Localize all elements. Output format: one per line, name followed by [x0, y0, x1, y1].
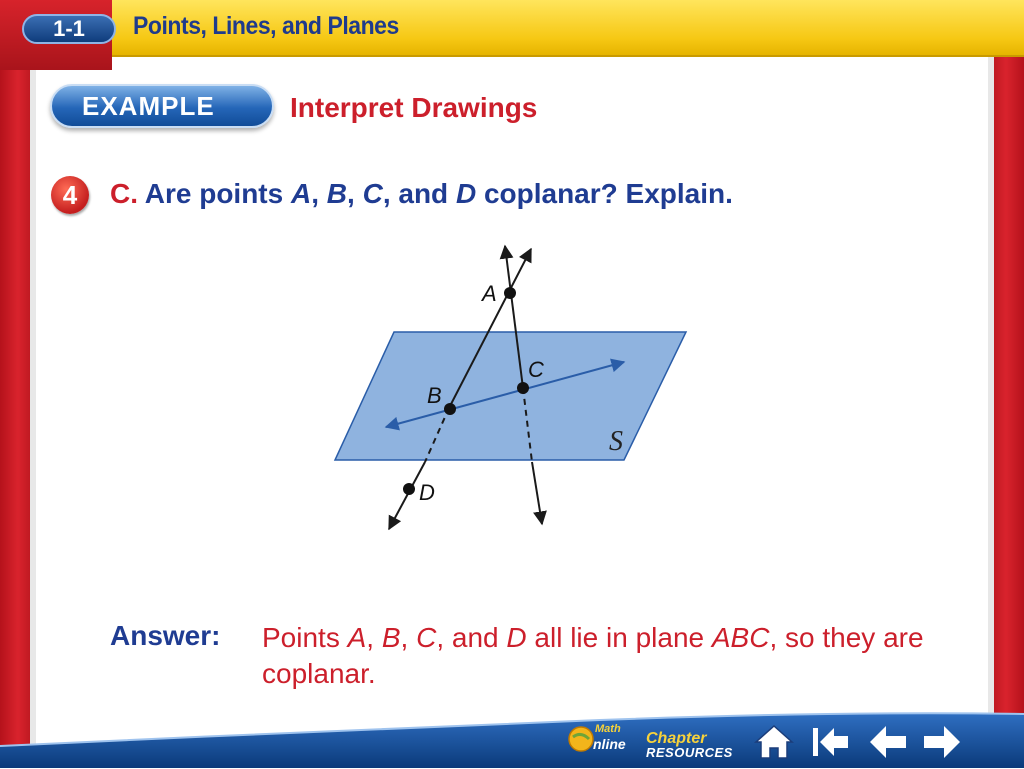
answer-sep-3: , and — [436, 622, 507, 653]
home-button[interactable] — [752, 720, 796, 764]
chapter-resources-top: Chapter — [646, 730, 707, 747]
example-title: Interpret Drawings — [290, 92, 538, 123]
math-online-icon — [565, 717, 635, 757]
frame-left-inner — [30, 55, 36, 745]
answer-point-a: A — [347, 622, 367, 653]
previous-slide-button[interactable] — [866, 720, 910, 764]
point-b-label: B — [427, 383, 442, 408]
frame-right — [994, 0, 1024, 768]
frame-right-inner — [988, 55, 994, 745]
first-slide-button[interactable] — [808, 720, 852, 764]
answer-label: Answer: — [110, 620, 221, 651]
answer-text-1: Points — [262, 622, 348, 653]
question-point-d: D — [455, 178, 477, 209]
point-a — [504, 287, 516, 299]
example-badge: EXAMPLE — [50, 84, 274, 128]
plane-diagram — [320, 238, 700, 538]
plane-s — [335, 332, 686, 460]
math-online-button[interactable] — [565, 717, 635, 762]
question-sep-2: , — [347, 178, 363, 209]
question-sep-3: , and — [382, 178, 456, 209]
next-slide-button[interactable] — [920, 720, 964, 764]
question-point-b: B — [326, 178, 348, 209]
point-c-label: C — [528, 357, 544, 382]
next-icon — [920, 720, 964, 764]
answer-plane-abc: ABC — [711, 622, 770, 653]
question-point-a: A — [290, 178, 312, 209]
frame-left — [0, 0, 30, 768]
question-text-1: Are points — [144, 178, 291, 209]
home-icon — [752, 720, 796, 764]
footer-nav-bar — [0, 706, 1024, 768]
answer-sep-2: , — [400, 622, 417, 653]
plane-s-label: S — [609, 426, 623, 457]
lesson-number-badge: 1-1 — [22, 14, 116, 44]
previous-icon — [866, 720, 910, 764]
example-number-badge: 4 — [51, 176, 89, 214]
chapter-resources-bottom: RESOURCES — [646, 745, 733, 760]
answer-sep-1: , — [366, 622, 382, 653]
answer-text — [262, 620, 962, 692]
answer-text-3: , so they are coplanar. — [262, 622, 924, 689]
question-point-c: C — [362, 178, 383, 209]
answer-point-c: C — [416, 622, 437, 653]
lesson-title: Points, Lines, and Planes — [133, 12, 399, 40]
math-online-top: Math — [595, 723, 621, 735]
point-a-label: A — [482, 281, 497, 306]
answer-point-d: D — [506, 622, 527, 653]
answer-point-b: B — [381, 622, 401, 653]
math-online-bottom: nline — [593, 736, 626, 752]
question-text — [110, 178, 733, 210]
line-ac-lower — [532, 462, 542, 524]
first-slide-icon — [808, 720, 852, 764]
question-text-2: coplanar? Explain. — [476, 178, 733, 209]
point-c — [517, 382, 529, 394]
answer-text-2: all lie in plane — [526, 622, 712, 653]
chapter-resources-button[interactable] — [646, 732, 733, 760]
point-b — [444, 403, 456, 415]
point-d — [403, 483, 415, 495]
question-sep-1: , — [311, 178, 327, 209]
point-d-label: D — [419, 480, 435, 505]
question-part-label: C. — [110, 178, 138, 209]
